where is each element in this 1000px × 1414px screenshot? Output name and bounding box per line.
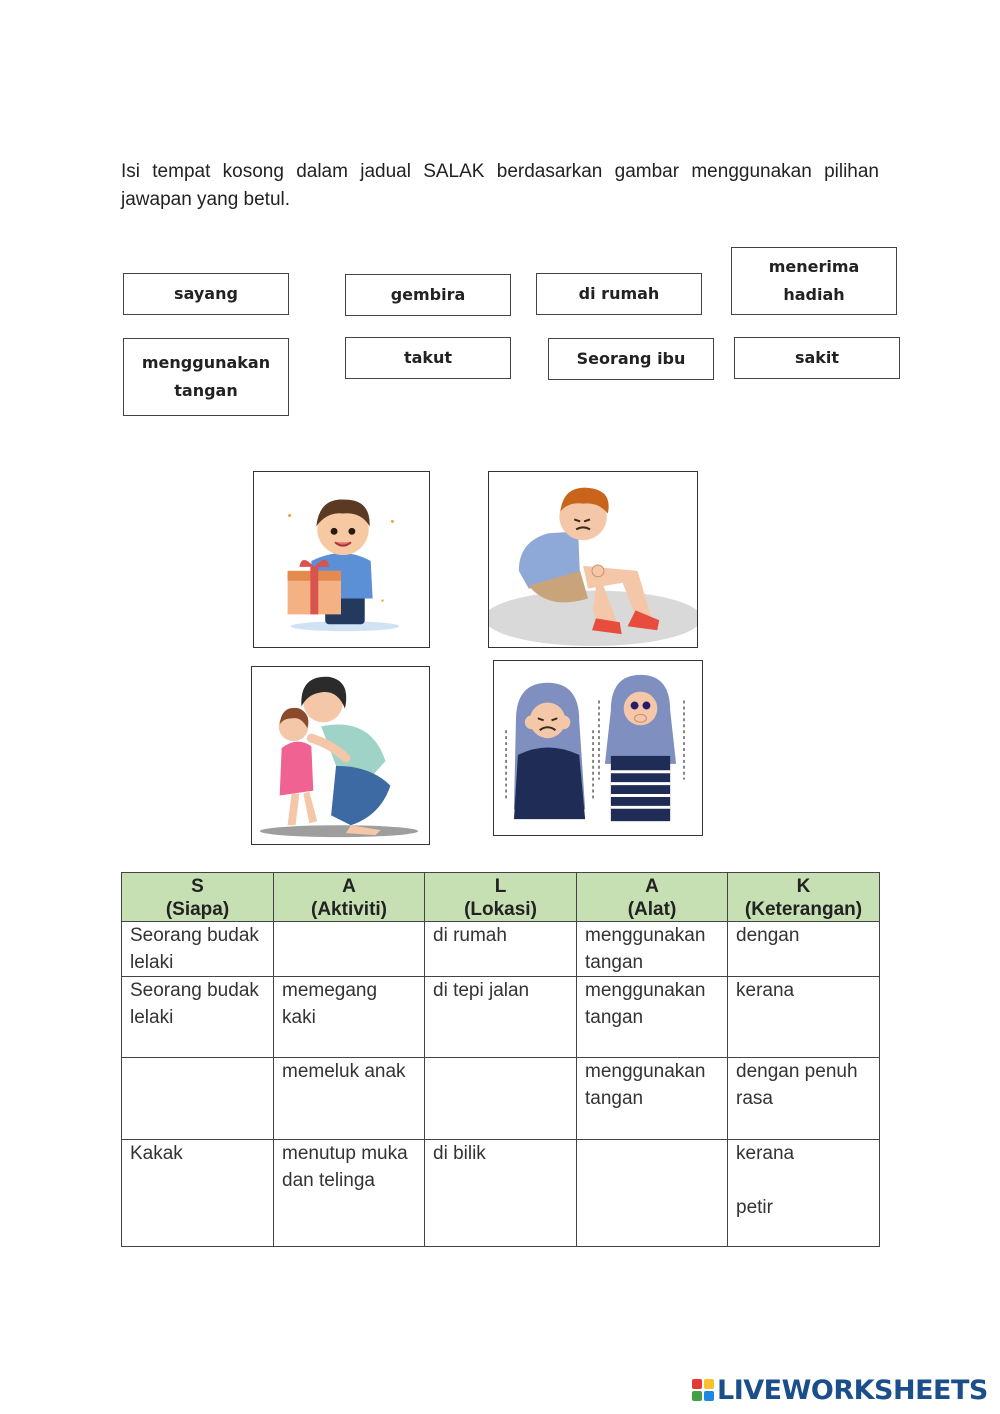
cell-lokasi: di tepi jalan: [425, 977, 577, 1058]
header-letter: A: [645, 876, 659, 897]
word-option-gembira[interactable]: [345, 274, 511, 316]
blank-alat[interactable]: [577, 1140, 728, 1247]
word-option-label: sakit: [794, 348, 840, 367]
instruction-text: Isi tempat kosong dalam jadual SALAK berdasarkan gambar menggunakan pilihan jawapan yang betul.: [121, 161, 879, 210]
word-option-seorang-ibu[interactable]: [548, 338, 714, 380]
word-option-menerima-hadiah[interactable]: [731, 247, 897, 315]
word-option-label: Seorang ibu: [576, 349, 686, 368]
word-option-label-line1: menerima: [768, 257, 860, 276]
word-option-menggunakan-tangan[interactable]: [123, 338, 289, 416]
header-word: (Alat): [627, 899, 677, 920]
word-option-label: takut: [403, 348, 453, 367]
blank-lokasi[interactable]: [425, 1058, 577, 1140]
blank-slot[interactable]: [130, 1058, 265, 1085]
table-header-row: [122, 873, 880, 922]
keterangan-text: kerana: [736, 980, 795, 1001]
cell-alat: menggunakan tangan: [577, 1058, 728, 1140]
cell-siapa: Kakak: [122, 1140, 274, 1247]
blank-keterangan[interactable]: [736, 1112, 871, 1139]
word-option-takut[interactable]: [345, 337, 511, 379]
logo-text: LIVEWORKSHEETS: [717, 1374, 988, 1406]
word-option-label: sayang: [174, 284, 238, 303]
header-letter: L: [494, 876, 507, 897]
blank-slot[interactable]: [433, 1058, 568, 1085]
mother-hugging-child-image: [251, 666, 430, 845]
keterangan-text: kerana: [736, 1143, 795, 1164]
boy-hurt-knee-image: [488, 471, 698, 648]
cell-alat: menggunakan tangan: [577, 922, 728, 977]
header-word: (Aktiviti): [311, 899, 387, 920]
header-siapa: [122, 873, 274, 922]
header-word: (Siapa): [165, 899, 230, 920]
word-option-di-rumah[interactable]: [536, 273, 702, 315]
cell-keterangan: [728, 1058, 880, 1140]
cell-keterangan: [728, 1140, 880, 1247]
blank-siapa[interactable]: [122, 1058, 274, 1140]
cell-siapa: Seorang budak lelaki: [122, 922, 274, 977]
header-lokasi: [425, 873, 577, 922]
blank-keterangan[interactable]: [736, 1004, 871, 1031]
word-option-sakit[interactable]: [734, 337, 900, 379]
header-aktiviti: [274, 873, 425, 922]
cell-lokasi: di rumah: [425, 922, 577, 977]
keterangan-text-2: petir: [736, 1197, 773, 1218]
cell-lokasi: di bilik: [425, 1140, 577, 1247]
table-row: [122, 922, 880, 977]
blank-slot[interactable]: [585, 1140, 719, 1167]
liveworksheets-logo: [692, 1374, 988, 1406]
cell-aktiviti: memeluk anak: [274, 1058, 425, 1140]
cell-alat: menggunakan tangan: [577, 977, 728, 1058]
header-letter: A: [342, 876, 356, 897]
cell-siapa: Seorang budak lelaki: [122, 977, 274, 1058]
word-option-label-line2: tangan: [174, 381, 238, 400]
blank-aktiviti[interactable]: [274, 922, 425, 977]
word-option-label: gembira: [390, 285, 466, 304]
blank-keterangan[interactable]: [736, 1167, 871, 1194]
salak-table: [121, 872, 880, 1247]
keterangan-text: dengan: [736, 925, 800, 946]
blank-slot[interactable]: [282, 922, 416, 949]
header-word: (Lokasi): [464, 899, 537, 920]
cell-aktiviti: memegang kaki: [274, 977, 425, 1058]
header-keterangan: [728, 873, 880, 922]
header-word: (Keterangan): [744, 899, 863, 920]
cell-aktiviti: menutup muka dan telinga: [274, 1140, 425, 1247]
blank-keterangan[interactable]: [736, 949, 871, 976]
word-option-label-line2: hadiah: [783, 285, 845, 304]
scared-girls-image: [493, 660, 703, 836]
table-row: [122, 1140, 880, 1247]
cell-keterangan: [728, 977, 880, 1058]
header-letter: S: [191, 876, 204, 897]
word-option-label: di rumah: [578, 284, 660, 303]
table-row: [122, 1058, 880, 1140]
header-alat: [577, 873, 728, 922]
table-row: [122, 977, 880, 1058]
cell-keterangan: [728, 922, 880, 977]
boy-with-gift-image: [253, 471, 430, 648]
header-letter: K: [796, 876, 811, 897]
liveworksheets-logo-icon: [692, 1379, 714, 1401]
word-option-sayang[interactable]: [123, 273, 289, 315]
keterangan-text: dengan penuh rasa: [736, 1061, 858, 1109]
word-option-label-line1: menggunakan: [141, 353, 271, 372]
